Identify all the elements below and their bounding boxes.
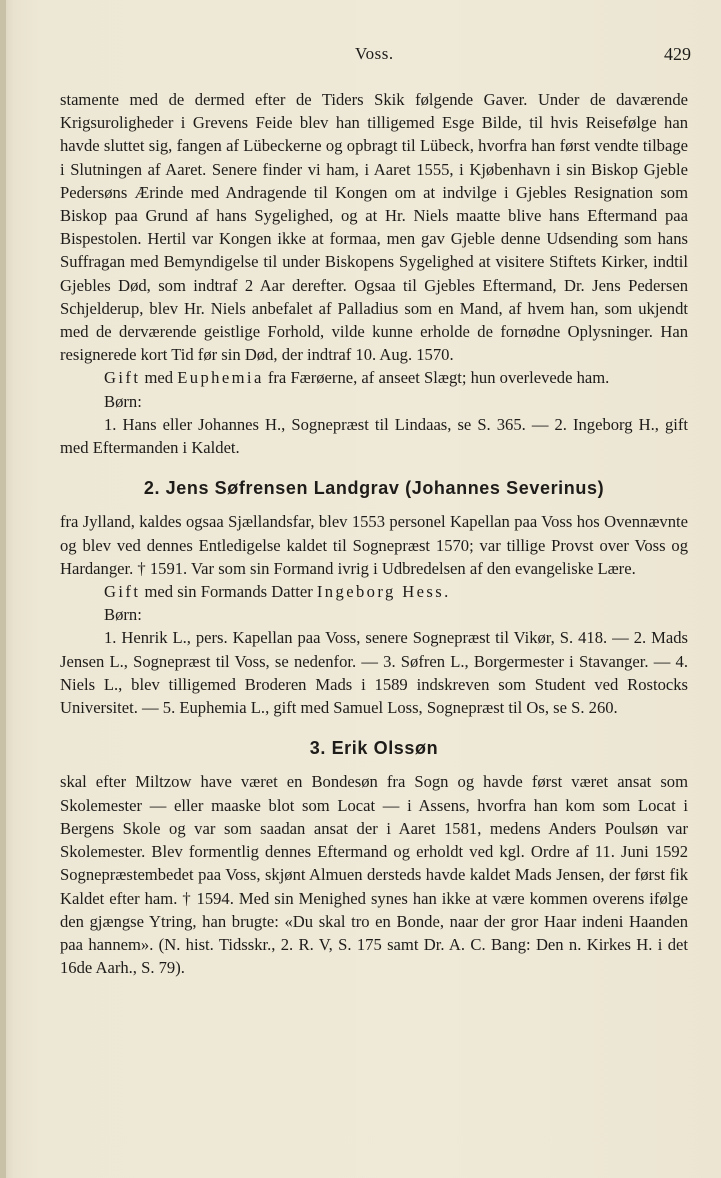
- section-3-paragraph: skal efter Miltzow have været en Bondesøn fra Sogn og havde først været ansat som Skolemester — eller maaske blot som Locat — i Assens, hvorfra han kom som Locat i Bergens Skole og var som saadan ansat der i Aaret 1581, medens Anders Poulsøn var Skolemester. Blev formentlig dennes Eftermand og erholdt ved kgl. Ordre af 11. Juni 1592 Sognepræstembedet paa Voss, skjønt Almuen dersteds havde kaldet Mads Jensen, der først fik Kaldet efter ham. † 1594. Med sin Menighed synes han ikke at være kommen overens ifølge den gjængse Ytring, han brugte: «Du skal tro en Bonde, naar der gror Haar indeni Haanden paa hannem». (N. hist. Tidsskr., 2. R. V, S. 175 samt Dr. A. C. Bang: Den n. Kirkes H. i det 16de Aarh., S. 79).: [60, 772, 688, 978]
- running-head: [60, 44, 691, 68]
- intro-children-list: 1. Hans eller Johannes H., Sognepræst til Lindaas, se S. 365. — 2. Ingeborg H., gift med Eftermanden i Kaldet.: [60, 414, 688, 458]
- page-binding-edge: [0, 0, 6, 1178]
- page-body: [60, 88, 688, 979]
- section-2-children-label: Børn:: [104, 605, 142, 625]
- section-2-marriage-line: [60, 580, 688, 603]
- intro-married-rest: fra Færøerne, af anseet Slægt; hun overlevede ham.: [267, 368, 610, 388]
- section-3-title: 3. Erik Olssøn: [309, 738, 439, 759]
- running-head-title: Voss.: [355, 44, 394, 63]
- intro-paragraph: stamente med de dermed efter de Tiders Skik følgende Gaver. Under de daværende Krigsuroligheder i Grevens Feide blev han tilligemed Esge Bilde, til hvis Reisefølge han havde sluttet sig, fangen af Lübeckerne og opbragt til Lübeck, hvorfra han først vendte tilbage i Slutningen af Aaret. Senere finder vi ham, i Aaret 1555, i Kjøbenhavn i sin Biskop Gjeble Pedersøns Ærinde med Andragende til Kongen om at indvilge i Gjebles Resignation som Biskop paa Grund af hans Sygelighed, og at Hr. Niels maatte blive hans Eftermand paa Bispestolen. Hertil var Kongen ikke at formaa, men gav Gjeble denne Udsending som hans Suffragan med Bemyndigelse til under Biskopens Sygelighed at visitere Stiftets Kirker, indtil Gjebles Død, som indtraf 2 Aar derefter. Ogsaa til Gjebles Eftermand, Dr. Jens Pedersen Schjelderup, blev Hr. Niels anbefalet af Palladius som en Mand, af hvem han, som ukjendt med de derværende geistlige Forhold, vilde kunne erholde de fornødne Oplysninger. Han resignerede kort Tid før sin Død, der indtraf 10. Aug. 1570.: [60, 90, 688, 365]
- intro-marriage-line: [60, 366, 688, 389]
- intro-married-text: med: [144, 368, 174, 388]
- section-2-spouse: Ingeborg Hess.: [316, 582, 451, 602]
- section-2-paragraph: fra Jylland, kaldes ogsaa Sjællandsfar, blev 1553 personel Kapellan paa Voss hos Ovennævnte og blev ved dennes Entledigelse kaldet til Sognepræst 1570; var tillige Provst over Voss og Hardanger. † 1591. Var som sin Formand ivrig i Udbredelsen af den evangeliske Lære.: [60, 512, 688, 578]
- section-2-title: 2. Jens Søfrensen Landgrav (Johannes Severinus): [143, 478, 605, 499]
- page-number: 429: [664, 44, 691, 64]
- section-2-married-label: Gift: [104, 582, 141, 602]
- intro-spouse: Euphemia: [177, 368, 264, 388]
- section-2-married-text: med sin Formands Datter: [144, 582, 313, 602]
- section-2-children-list: 1. Henrik L., pers. Kapellan paa Voss, senere Sognepræst til Vikør, S. 418. — 2. Mads Jensen L., Sognepræst til Voss, se nedenfor. — 3. Søfren L., Borgermester i Stavanger. — 4. Niels L., blev tilligemed Broderen Mads i 1589 indskreven som Student ved Rostocks Universitet. — 5. Euphemia L., gift med Samuel Loss, Sognepræst til Os, se S. 260.: [60, 628, 688, 718]
- intro-children-label: Børn:: [104, 391, 142, 411]
- intro-married-label: Gift: [104, 368, 141, 388]
